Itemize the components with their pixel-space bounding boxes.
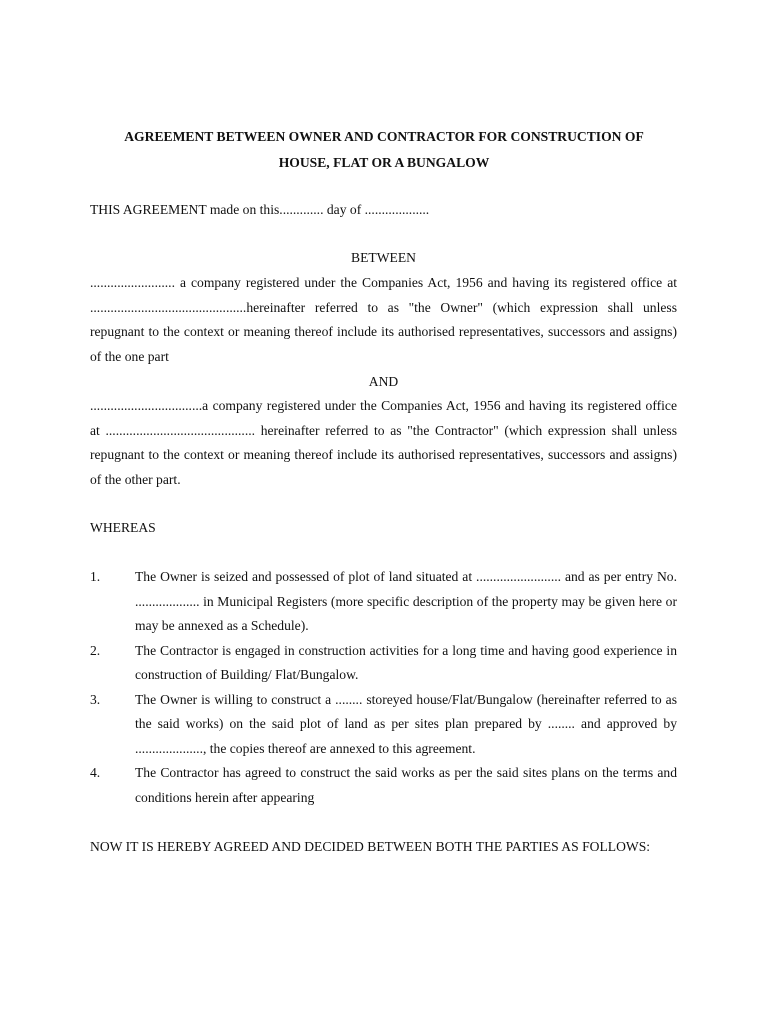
recital-number: 4.: [90, 765, 101, 780]
recital-text: The Owner is seized and possessed of plot of land situated at ......................... and as per entry No. ................... in Municipal Registers (more specific description of the property may be given here or may be annexed as a Schedule).: [135, 569, 677, 633]
recital-text: The Contractor has agreed to construct the said works as per the said sites plans on the terms and conditions herein after appearing: [135, 765, 677, 805]
recitals-list: [90, 565, 677, 810]
recital-text: The Contractor is engaged in construction activities for a long time and having good experience in construction of Building/ Flat/Bungalow.: [135, 642, 677, 682]
document-title: [0, 124, 768, 176]
recital-number: 2.: [90, 642, 101, 658]
party-owner-paragraph: ......................... a company registered under the Companies Act, 1956 and having its registered office at ..............................................hereinafter referred to as "the Owner" (which expression shall unless repugnant to the context or meaning thereof include its authorised representatives, successors and assigns) of the one part: [90, 275, 677, 364]
title-line-2: HOUSE, FLAT OR A BUNGALOW: [278, 155, 490, 170]
closing-paragraph: NOW IT IS HEREBY AGREED AND DECIDED BETWEEN BOTH THE PARTIES AS FOLLOWS:: [90, 839, 651, 854]
recital-number: 3.: [90, 691, 101, 707]
party-contractor-paragraph: .................................a company registered under the Companies Act, 1956 and having its registered office at ............................................ hereinafter referred to as "the Contractor" (which expression shall unless repugnant to the context or meaning thereof include its authorised representatives, successors and assigns) of the other part.: [90, 398, 677, 487]
recital-item: [90, 761, 677, 810]
recital-number: 1.: [90, 569, 101, 584]
title-line-1: AGREEMENT BETWEEN OWNER AND CONTRACTOR FOR CONSTRUCTION OF: [124, 129, 644, 144]
recital-item: [90, 688, 677, 762]
recital-item: [90, 639, 677, 688]
and-heading: AND: [368, 374, 399, 389]
recital-text: The Owner is willing to construct a ........ storeyed house/Flat/Bungalow (hereinafter referred to as the said works) on the said plot of land as per sites plan prepared by ........ and approved by ...................., the copies thereof are annexed to this agreement.: [135, 691, 677, 756]
recital-item: [90, 565, 677, 639]
intro-line: THIS AGREEMENT made on this............. day of ...................: [90, 202, 430, 217]
between-heading: BETWEEN: [351, 250, 416, 265]
whereas-heading: WHEREAS: [90, 520, 156, 535]
